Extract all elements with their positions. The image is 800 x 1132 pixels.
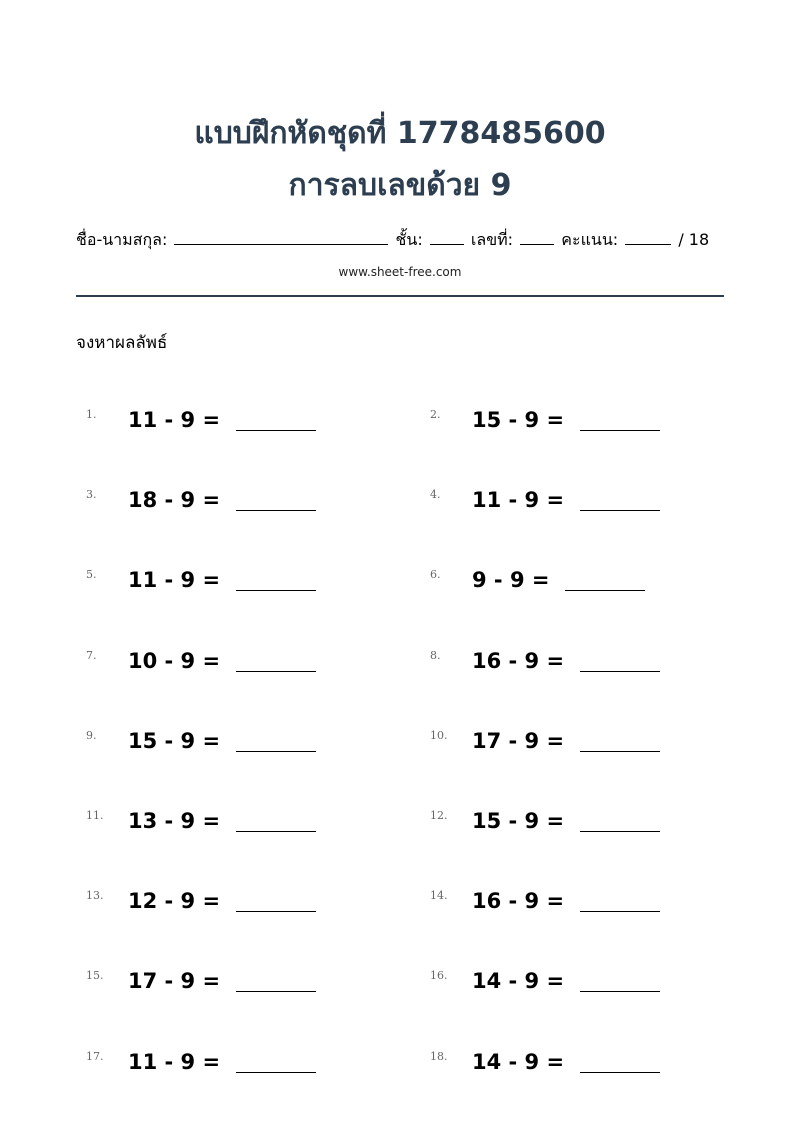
problem-number: 16. xyxy=(430,969,448,982)
problem-number: 8. xyxy=(430,649,441,662)
answer-blank[interactable] xyxy=(236,510,316,511)
student-info-line xyxy=(76,228,724,252)
answer-blank[interactable] xyxy=(580,911,660,912)
problem-expression: 9 - 9 = xyxy=(472,568,550,592)
problem-expression: 11 - 9 = xyxy=(128,408,221,432)
answer-blank[interactable] xyxy=(236,430,316,431)
problem-expression: 16 - 9 = xyxy=(472,649,565,673)
name-label: ชื่อ-นามสกุล: xyxy=(76,230,168,249)
answer-blank[interactable] xyxy=(580,510,660,511)
problem-number: 1. xyxy=(86,408,97,421)
answer-blank[interactable] xyxy=(580,831,660,832)
problem-number: 18. xyxy=(430,1050,448,1063)
worksheet-subtitle: การลบเลขด้วย 9 xyxy=(288,168,512,203)
problem-expression: 11 - 9 = xyxy=(472,488,565,512)
worksheet-title: แบบฝึกหัดชุดที่ 1778485600 xyxy=(194,116,606,151)
instruction-text: จงหาผลลัพธ์ xyxy=(76,333,168,353)
website-url: www.sheet-free.com xyxy=(338,265,462,279)
problem-expression: 15 - 9 = xyxy=(472,809,565,833)
problem-number: 10. xyxy=(430,729,448,742)
answer-blank[interactable] xyxy=(580,671,660,672)
score-total: / 18 xyxy=(678,230,710,249)
problem-number: 12. xyxy=(430,809,448,822)
problem-expression: 16 - 9 = xyxy=(472,889,565,913)
problem-expression: 15 - 9 = xyxy=(472,408,565,432)
number-field[interactable] xyxy=(520,228,554,245)
problem-number: 13. xyxy=(86,889,104,902)
score-label: คะแนน: xyxy=(561,230,619,249)
problem-expression: 17 - 9 = xyxy=(128,969,221,993)
problem-expression: 10 - 9 = xyxy=(128,649,221,673)
problem-expression: 14 - 9 = xyxy=(472,969,565,993)
problem-number: 14. xyxy=(430,889,448,902)
problem-number: 6. xyxy=(430,568,441,581)
answer-blank[interactable] xyxy=(236,751,316,752)
problem-expression: 14 - 9 = xyxy=(472,1050,565,1074)
answer-blank[interactable] xyxy=(236,1072,316,1073)
problem-expression: 17 - 9 = xyxy=(472,729,565,753)
class-field[interactable] xyxy=(430,228,464,245)
problem-expression: 13 - 9 = xyxy=(128,809,221,833)
problem-number: 17. xyxy=(86,1050,104,1063)
problem-number: 4. xyxy=(430,488,441,501)
number-label: เลขที่: xyxy=(470,230,514,249)
score-field[interactable] xyxy=(625,228,671,245)
answer-blank[interactable] xyxy=(580,430,660,431)
problem-number: 2. xyxy=(430,408,441,421)
problem-number: 3. xyxy=(86,488,97,501)
problem-expression: 18 - 9 = xyxy=(128,488,221,512)
problem-expression: 12 - 9 = xyxy=(128,889,221,913)
problem-number: 11. xyxy=(86,809,104,822)
problem-expression: 15 - 9 = xyxy=(128,729,221,753)
answer-blank[interactable] xyxy=(565,590,645,591)
answer-blank[interactable] xyxy=(236,911,316,912)
header-divider xyxy=(76,295,724,297)
name-field[interactable] xyxy=(174,228,388,245)
problem-number: 7. xyxy=(86,649,97,662)
problem-number: 9. xyxy=(86,729,97,742)
answer-blank[interactable] xyxy=(580,991,660,992)
answer-blank[interactable] xyxy=(236,590,316,591)
answer-blank[interactable] xyxy=(236,671,316,672)
problem-number: 5. xyxy=(86,568,97,581)
problem-expression: 11 - 9 = xyxy=(128,1050,221,1074)
answer-blank[interactable] xyxy=(580,1072,660,1073)
class-label: ชั้น: xyxy=(395,230,423,249)
answer-blank[interactable] xyxy=(580,751,660,752)
problem-number: 15. xyxy=(86,969,104,982)
answer-blank[interactable] xyxy=(236,991,316,992)
answer-blank[interactable] xyxy=(236,831,316,832)
problem-expression: 11 - 9 = xyxy=(128,568,221,592)
